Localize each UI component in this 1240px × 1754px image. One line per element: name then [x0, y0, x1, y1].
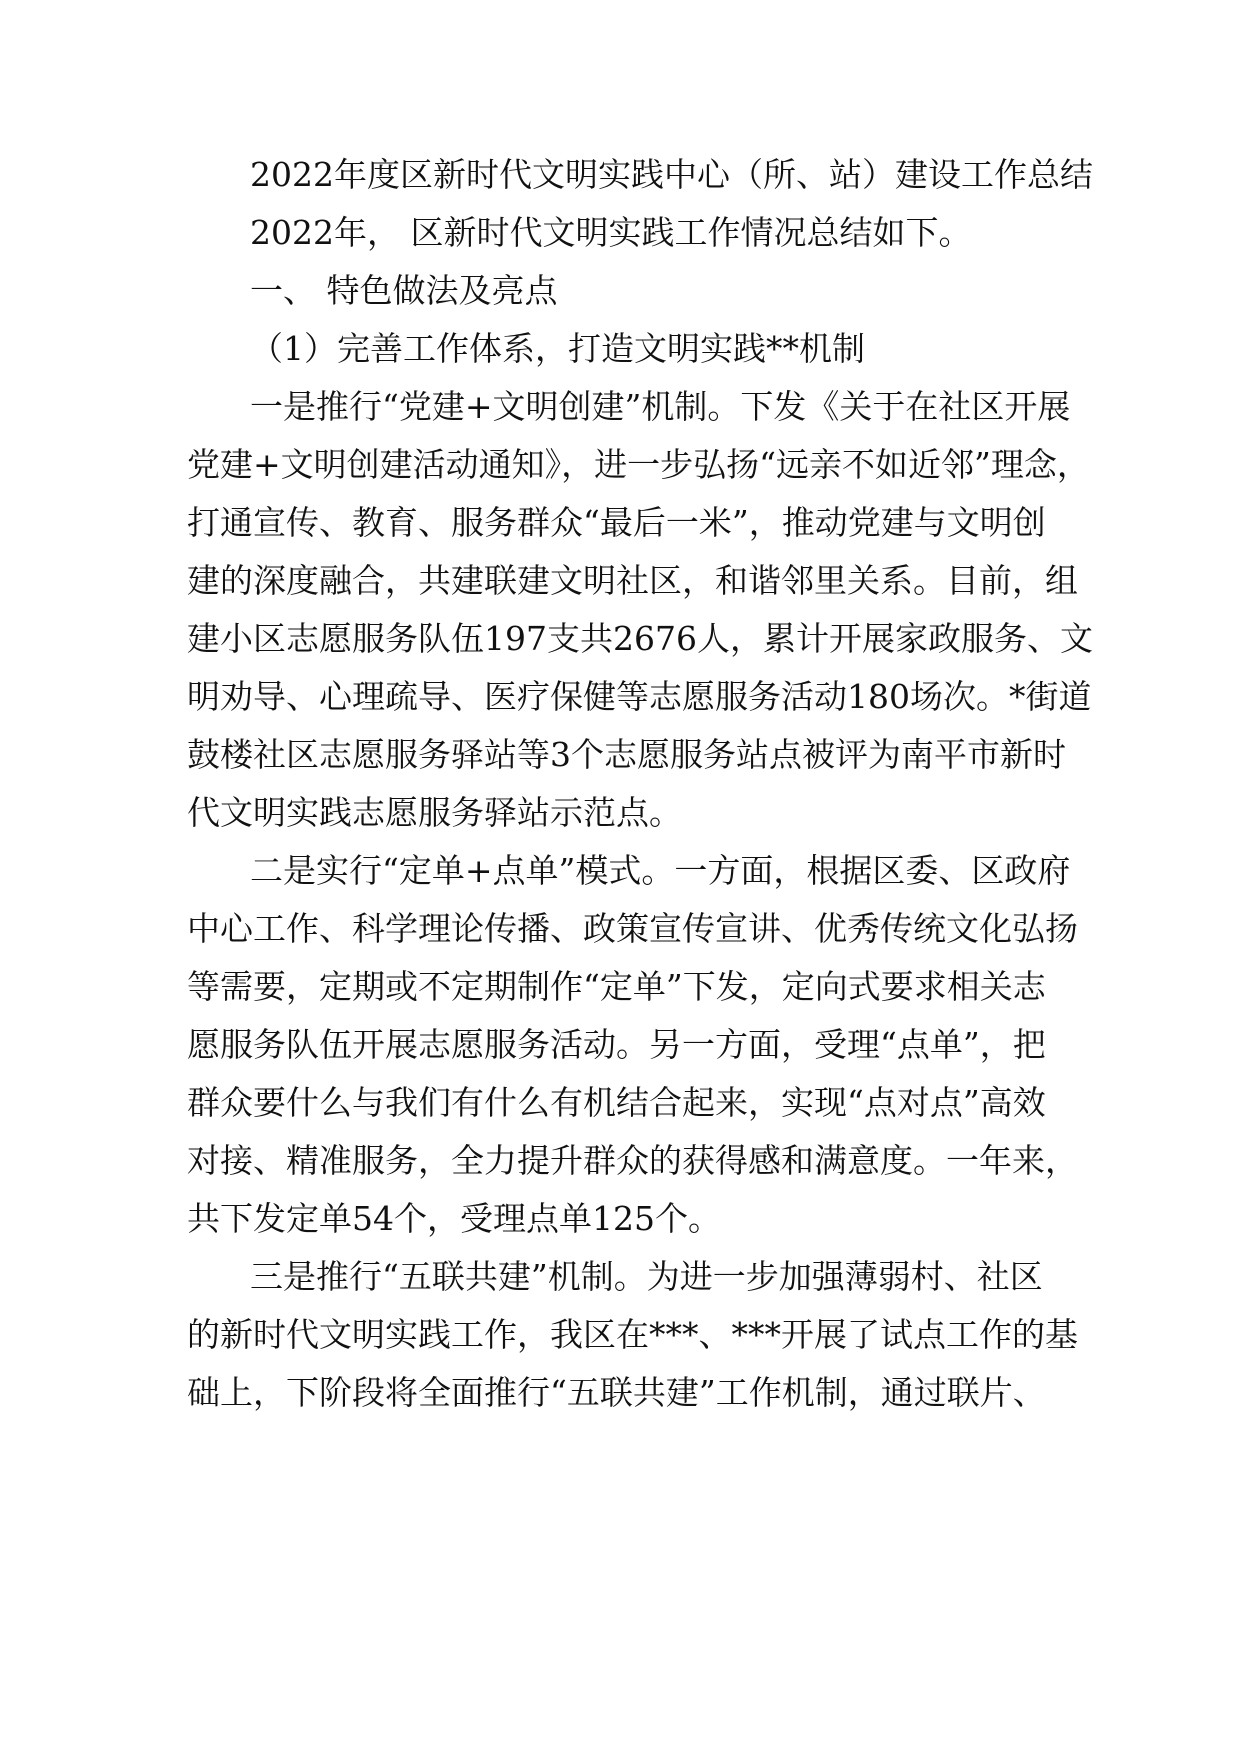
intro-line: 2022年， 区新时代文明实践工作情况总结如下。 — [250, 213, 972, 252]
paragraph-3-line: 的新时代文明实践工作，我区在***、***开展了试点工作的基 — [187, 1315, 1078, 1354]
paragraph-2-line: 愿服务队伍开展志愿服务活动。另一方面，受理“点单”，把 — [187, 1025, 1046, 1064]
paragraph-1-line: 一是推行“党建+文明创建”机制。下发《关于在社区开展 — [250, 387, 1071, 426]
paragraph-1-line: 建小区志愿服务队伍197支共2676人，累计开展家政服务、文 — [187, 619, 1093, 658]
document-title: 2022年度区新时代文明实践中心（所、站）建设工作总结 — [250, 155, 1093, 194]
paragraph-1-line: 鼓楼社区志愿服务驿站等3个志愿服务站点被评为南平市新时 — [187, 735, 1066, 774]
paragraph-2-line: 群众要什么与我们有什么有机结合起来，实现“点对点”高效 — [187, 1083, 1046, 1122]
paragraph-1-line: 打通宣传、教育、服务群众“最后一米”，推动党建与文明创 — [187, 503, 1046, 542]
paragraph-2-line: 中心工作、科学理论传播、政策宣传宣讲、优秀传统文化弘扬 — [187, 909, 1078, 948]
paragraph-2-line: 对接、精准服务，全力提升群众的获得感和满意度。一年来， — [187, 1141, 1078, 1180]
paragraph-3-line: 础上，下阶段将全面推行“五联共建”工作机制，通过联片、 — [187, 1373, 1046, 1412]
paragraph-1-line: 代文明实践志愿服务驿站示范点。 — [187, 793, 682, 832]
paragraph-3-line: 三是推行“五联共建”机制。为进一步加强薄弱村、社区 — [250, 1257, 1043, 1296]
paragraph-2-line: 共下发定单54个，受理点单125个。 — [187, 1199, 721, 1238]
paragraph-2-line: 等需要，定期或不定期制作“定单”下发，定向式要求相关志 — [187, 967, 1046, 1006]
paragraph-1-line: 党建+文明创建活动通知》，进一步弘扬“远亲不如近邻”理念， — [187, 445, 1090, 484]
section-heading: 一、 特色做法及亮点 — [250, 271, 558, 310]
paragraph-2-line: 二是实行“定单+点单”模式。一方面，根据区委、区政府 — [250, 851, 1071, 890]
paragraph-1-line: 建的深度融合，共建联建文明社区，和谐邻里关系。目前，组 — [187, 561, 1078, 600]
paragraph-1-line: 明劝导、心理疏导、医疗保健等志愿服务活动180场次。*街道 — [187, 677, 1092, 716]
subsection-heading: （1）完善工作体系，打造文明实践**机制 — [250, 329, 865, 368]
